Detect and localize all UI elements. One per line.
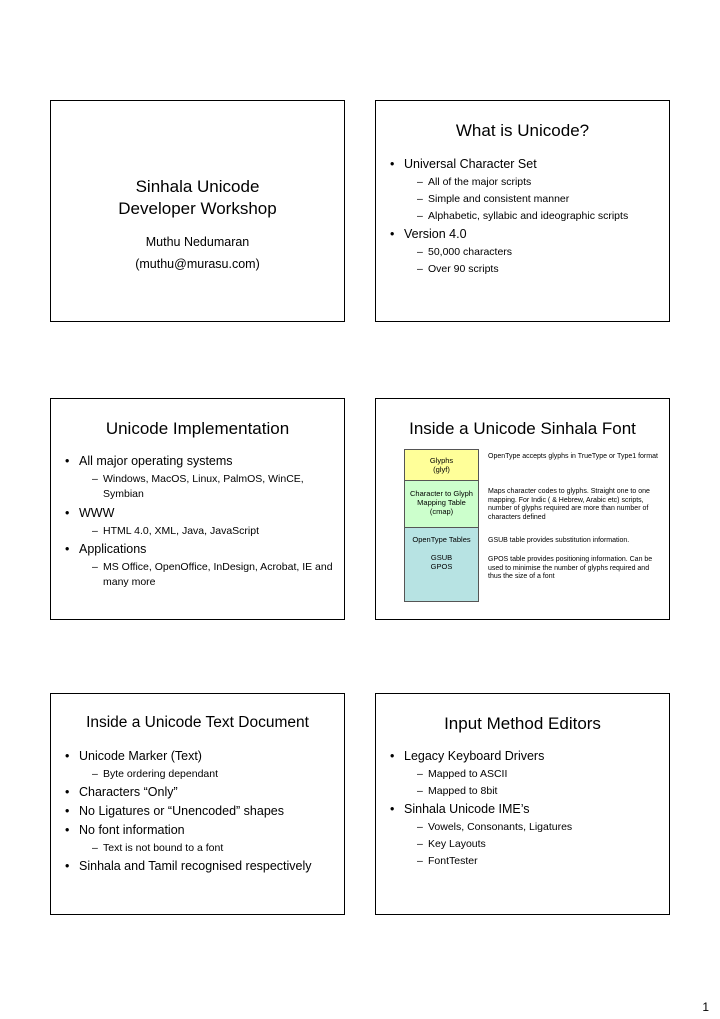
bullet-item: [390, 747, 663, 800]
sub-item: – All of the major scripts: [404, 174, 663, 191]
slide-text-document: [50, 693, 345, 915]
bullet-item: [65, 452, 338, 504]
slide-title: [50, 100, 345, 322]
bullet-text: All major operating systems: [79, 454, 233, 468]
sub-item: – Vowels, Consonants, Ligatures: [404, 819, 663, 836]
title-line-2: Developer Workshop: [118, 199, 277, 218]
slide-heading: What is Unicode?: [455, 121, 590, 140]
slide-unicode-implementation: [50, 398, 345, 620]
sub-item: – Alphabetic, syllabic and ideographic scripts: [404, 208, 663, 225]
bullet-text: No Ligatures or “Unencoded” shapes: [79, 804, 284, 818]
slide-heading: Unicode Implementation: [105, 419, 290, 438]
bullet-item: [390, 800, 663, 870]
sub-item: – Over 90 scripts: [404, 261, 663, 278]
glyf-tag: (glyf): [433, 465, 450, 474]
bullet-text: Universal Character Set: [404, 157, 537, 171]
bullet-text: Applications: [79, 542, 147, 556]
gsub-tag: GSUB: [430, 553, 453, 562]
bullet-item: [65, 747, 338, 783]
sub-item: – HTML 4.0, XML, Java, JavaScript: [79, 523, 338, 540]
sub-list: [404, 766, 663, 800]
bullet-list: [65, 452, 338, 592]
bullet-text: Characters “Only”: [79, 785, 178, 799]
sub-list: [79, 840, 338, 857]
bullet-text: Sinhala and Tamil recognised respectively: [79, 859, 312, 873]
bullet-text: Sinhala Unicode IME’s: [404, 802, 530, 816]
bullet-list: [390, 155, 663, 278]
slide-heading: Inside a Unicode Text Document: [86, 714, 309, 731]
opentype-tables-box: [405, 528, 478, 601]
sub-item: – Simple and consistent manner: [404, 191, 663, 208]
slide-input-method-editors: [375, 693, 670, 915]
cmap-label-2: Mapping Table: [417, 498, 466, 507]
sub-item: – 50,000 characters: [404, 244, 663, 261]
workshop-title: [51, 176, 344, 220]
bullet-text: No font information: [79, 823, 185, 837]
sub-list: [404, 244, 663, 278]
sub-item: – FontTester: [404, 853, 663, 870]
author-email: (muthu@murasu.com): [135, 257, 260, 271]
bullet-item: [390, 155, 663, 225]
bullet-item: [390, 225, 663, 278]
bullet-list: [65, 747, 338, 876]
sub-list: [404, 174, 663, 225]
bullet-item: [65, 783, 338, 802]
gpos-tag: GPOS: [430, 562, 453, 571]
font-structure-diagram: [404, 449, 479, 602]
glyf-table-box: [405, 450, 478, 481]
sub-item: – Windows, MacOS, Linux, PalmOS, WinCE, Symbian: [79, 471, 338, 504]
sub-item: – MS Office, OpenOffice, InDesign, Acrobat, IE and many more: [79, 559, 338, 592]
bullet-item: [65, 802, 338, 821]
gpos-note: GPOS table provides positioning information. Can be used to minimise the number of glyphs required and thus the size of a font: [488, 556, 653, 580]
bullet-text: Legacy Keyboard Drivers: [404, 749, 545, 763]
bullet-item: [65, 857, 338, 876]
sub-item: – Key Layouts: [404, 836, 663, 853]
bullet-text: WWW: [79, 506, 115, 520]
bullet-item: [65, 540, 338, 592]
sub-list: [79, 523, 338, 540]
bullet-list: [390, 747, 663, 870]
bullet-text: Version 4.0: [404, 227, 467, 241]
glyf-label: Glyphs: [429, 456, 454, 465]
sub-item: – Mapped to 8bit: [404, 783, 663, 800]
sub-list: [79, 766, 338, 783]
title-line-1: Sinhala Unicode: [135, 177, 260, 196]
cmap-label-1: Character to Glyph: [410, 489, 473, 498]
page-number: 1: [702, 1000, 709, 1014]
sub-list: [79, 559, 338, 592]
author-name: Muthu Nedumaran: [145, 235, 250, 249]
cmap-table-box: [405, 481, 478, 528]
cmap-note: Maps character codes to glyphs. Straight one to one mapping. For Indic ( & Hebrew, Arabic etc) scripts, number of glyphs required are more than number of characters defined: [488, 488, 650, 521]
bullet-item: [65, 821, 338, 857]
ot-label: OpenType Tables: [412, 535, 471, 544]
bullet-item: [65, 504, 338, 540]
slide-what-is-unicode: [375, 100, 670, 322]
author-block: [51, 231, 344, 275]
gsub-note: GSUB table provides substitution information.: [488, 537, 630, 544]
slide-heading: Input Method Editors: [444, 714, 601, 733]
sub-list: [79, 471, 338, 504]
sub-item: – Mapped to ASCII: [404, 766, 663, 783]
bullet-text: Unicode Marker (Text): [79, 749, 202, 763]
sub-item: – Byte ordering dependant: [79, 766, 338, 783]
slide-inside-font: [375, 398, 670, 620]
slide-heading: Inside a Unicode Sinhala Font: [409, 419, 636, 438]
glyf-note: OpenType accepts glyphs in TrueType or Type1 format: [488, 453, 658, 460]
cmap-tag: (cmap): [429, 507, 454, 516]
sub-item: – Text is not bound to a font: [79, 840, 338, 857]
sub-list: [404, 819, 663, 870]
